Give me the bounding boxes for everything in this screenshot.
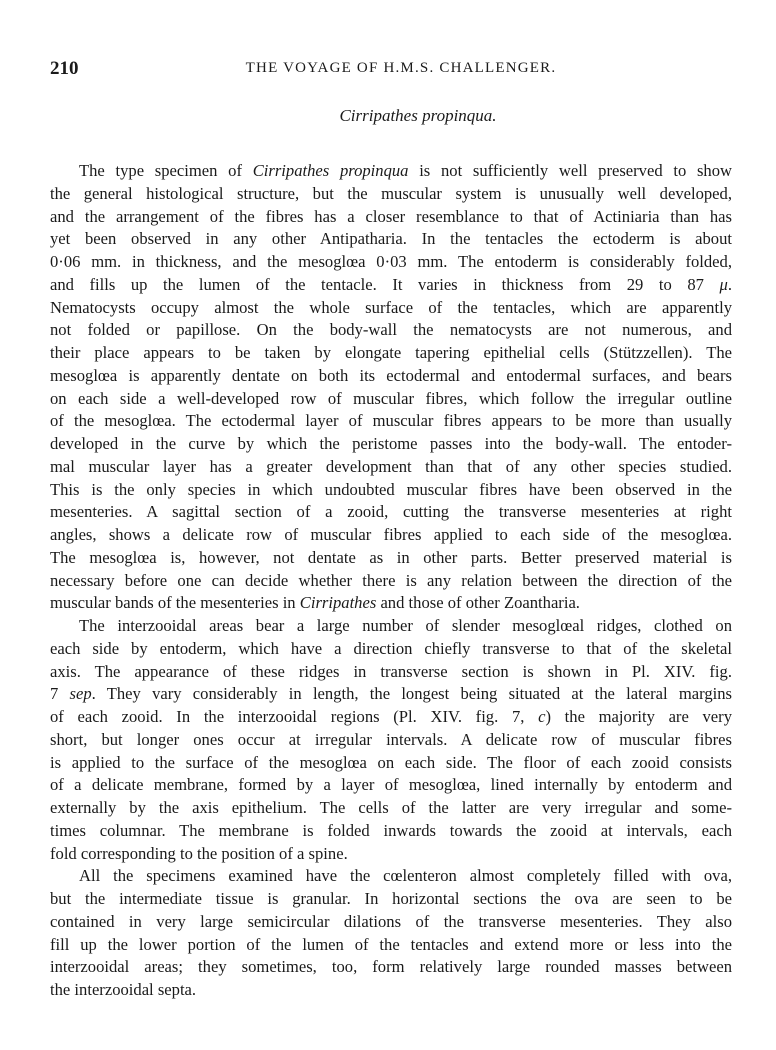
text-line bbox=[50, 956, 732, 979]
text-line bbox=[50, 843, 732, 866]
line-content bbox=[50, 297, 732, 320]
text-line bbox=[50, 206, 732, 229]
line-content bbox=[50, 410, 732, 433]
text-segment: Nematocysts occupy almost the whole surface of the tentacles, which are apparently bbox=[50, 297, 732, 317]
text-line bbox=[50, 774, 732, 797]
line-content bbox=[50, 365, 732, 388]
line-content bbox=[50, 433, 732, 456]
text-segment: fold corresponding to the position of a spine. bbox=[50, 843, 348, 863]
page-number: 210 bbox=[50, 58, 79, 79]
line-content bbox=[50, 956, 732, 979]
section-title: Cirripathes propinqua. bbox=[339, 106, 497, 125]
text-segment: not folded or papillose. On the body-wall the nematocysts are not numerous, and bbox=[50, 320, 732, 340]
line-content bbox=[50, 228, 732, 251]
text-segment: is applied to the surface of the mesoglœa on each side. The floor of each zooid consists bbox=[50, 752, 732, 772]
line-content bbox=[50, 570, 732, 593]
line-content bbox=[50, 843, 732, 866]
text-line bbox=[50, 274, 732, 297]
text-line bbox=[50, 683, 732, 706]
line-content bbox=[79, 865, 732, 888]
text-line bbox=[50, 479, 732, 502]
text-segment: . They vary considerably in length, the longest being situated at the lateral margins bbox=[91, 684, 732, 704]
text-line bbox=[50, 297, 732, 320]
text-segment: This is the only species in which undoubted muscular fibres have been observed in the bbox=[50, 479, 732, 499]
text-segment: and fills up the lumen of the tentacle. It varies in thickness from 29 to 87 bbox=[50, 274, 720, 294]
text-segment: of each zooid. In the interzooidal regions (Pl. XIV. fig. 7, bbox=[50, 707, 539, 726]
line-content bbox=[50, 729, 732, 752]
line-content bbox=[79, 160, 732, 183]
text-line bbox=[50, 547, 732, 570]
line-content bbox=[50, 774, 732, 797]
italic-text: μ bbox=[719, 274, 728, 294]
text-line bbox=[50, 524, 732, 547]
line-content bbox=[50, 251, 732, 274]
text-line bbox=[50, 342, 732, 365]
text-segment: axis. The appearance of these ridges in transverse section is shown in Pl. XIV. fig. bbox=[50, 661, 732, 681]
italic-text: Cirripathes bbox=[299, 593, 377, 613]
text-segment: contained in very large semicircular dilations of the transverse mesenteries. They also bbox=[50, 911, 732, 931]
line-content bbox=[50, 979, 732, 1002]
line-content bbox=[50, 479, 732, 502]
text-line bbox=[50, 865, 732, 888]
text-segment: muscular bands of the mesenteries in bbox=[50, 593, 300, 613]
italic-text: Cirripathes propinqua bbox=[252, 161, 409, 180]
text-line bbox=[50, 183, 732, 206]
line-content bbox=[50, 342, 732, 365]
text-line bbox=[50, 410, 732, 433]
line-content bbox=[79, 615, 732, 638]
text-segment: and the arrangement of the fibres has a closer resemblance to that of Actiniaria than has bbox=[50, 206, 732, 226]
text-segment: their place appears to be taken by elongate tapering epithelial cells (Stützzellen). The bbox=[50, 343, 732, 362]
text-segment: mal muscular layer has a greater development than that of any other species studied. bbox=[50, 456, 732, 476]
text-segment: each side by entoderm, which have a direction chiefly transverse to that of the skeletal bbox=[50, 638, 732, 658]
line-content bbox=[50, 683, 732, 706]
line-content bbox=[50, 206, 732, 229]
text-segment: on each side a well-developed row of muscular fibres, which follow the irregular outline bbox=[50, 388, 732, 408]
page-header bbox=[50, 58, 732, 82]
text-line bbox=[50, 433, 732, 456]
text-line bbox=[50, 706, 732, 729]
text-segment: mesoglœa is apparently dentate on both its ectodermal and entodermal surfaces, and bears bbox=[50, 365, 732, 385]
text-segment: necessary before one can decide whether there is any relation between the direction of the bbox=[50, 570, 732, 590]
line-content bbox=[50, 456, 732, 479]
line-content bbox=[50, 820, 732, 843]
text-segment: is not sufficiently well preserved to show bbox=[408, 161, 733, 180]
line-content bbox=[50, 797, 732, 820]
text-segment: fill up the lower portion of the lumen of the tentacles and extend more or less into the bbox=[50, 934, 732, 954]
line-content bbox=[50, 501, 732, 524]
text-line bbox=[50, 934, 732, 957]
italic-text: sep bbox=[69, 684, 92, 704]
text-segment: 0·06 mm. in thickness, and the mesoglœa 0·03 mm. The entoderm is considerably folded, bbox=[50, 252, 732, 271]
text-line bbox=[50, 615, 732, 638]
text-line bbox=[50, 251, 732, 274]
text-line bbox=[50, 888, 732, 911]
text-segment: and those of other Zoantharia. bbox=[376, 593, 580, 613]
text-segment: The mesoglœa is, however, not dentate as in other parts. Better preserved material is bbox=[50, 547, 732, 567]
text-line bbox=[50, 911, 732, 934]
text-segment: developed in the curve by which the peristome passes into the body-wall. The entoder- bbox=[50, 434, 732, 453]
text-line bbox=[50, 797, 732, 820]
line-content bbox=[50, 274, 732, 297]
line-content bbox=[50, 638, 732, 661]
line-content bbox=[50, 911, 732, 934]
text-segment: 7 bbox=[50, 684, 70, 704]
text-segment: times columnar. The membrane is folded inwards towards the zooid at intervals, each bbox=[50, 820, 732, 840]
text-segment: ) the majority are very bbox=[545, 707, 732, 726]
line-content bbox=[50, 934, 732, 957]
text-segment: interzooidal areas; they sometimes, too, form relatively large rounded masses between bbox=[50, 957, 732, 977]
text-line bbox=[50, 388, 732, 411]
text-line bbox=[50, 160, 732, 183]
line-content bbox=[50, 547, 732, 570]
text-line bbox=[50, 752, 732, 775]
line-content bbox=[50, 752, 732, 775]
line-content bbox=[50, 524, 732, 547]
text-line bbox=[50, 661, 732, 684]
running-title: THE VOYAGE OF H.M.S. CHALLENGER. bbox=[245, 60, 557, 76]
line-content bbox=[50, 319, 732, 342]
text-line bbox=[50, 501, 732, 524]
text-segment: yet been observed in any other Antipatharia. In the tentacles the ectoderm is about bbox=[50, 229, 732, 249]
text-segment: The type specimen of bbox=[79, 161, 253, 180]
text-segment: but the intermediate tissue is granular. In horizontal sections the ova are seen to be bbox=[50, 889, 732, 908]
line-content bbox=[50, 592, 732, 615]
text-segment: angles, shows a delicate row of muscular fibres applied to each side of the mesoglœa. bbox=[50, 525, 732, 544]
text-line bbox=[50, 456, 732, 479]
italic-text: c bbox=[538, 707, 546, 726]
text-segment: The interzooidal areas bear a large number of slender mesoglœal ridges, clothed on bbox=[79, 616, 732, 635]
text-segment: . bbox=[727, 274, 732, 294]
text-segment: All the specimens examined have the cœlenteron almost completely filled with ova, bbox=[79, 866, 732, 886]
text-line bbox=[50, 592, 732, 615]
text-line bbox=[50, 638, 732, 661]
text-line bbox=[50, 729, 732, 752]
text-segment: mesenteries. A sagittal section of a zooid, cutting the transverse mesenteries at right bbox=[50, 502, 732, 522]
line-content bbox=[50, 183, 732, 206]
line-content bbox=[50, 388, 732, 411]
text-line bbox=[50, 319, 732, 342]
text-line bbox=[50, 979, 732, 1002]
text-segment: of a delicate membrane, formed by a layer of mesoglœa, lined internally by entoderm and bbox=[50, 775, 732, 795]
text-segment: the interzooidal septa. bbox=[50, 980, 197, 999]
text-line bbox=[50, 820, 732, 843]
line-content bbox=[50, 706, 732, 729]
text-segment: of the mesoglœa. The ectodermal layer of muscular fibres appears to be more than usually bbox=[50, 411, 732, 431]
text-segment: the general histological structure, but the muscular system is unusually well developed, bbox=[50, 183, 732, 203]
text-segment: short, but longer ones occur at irregular intervals. A delicate row of muscular fibres bbox=[50, 729, 732, 749]
body-text bbox=[50, 160, 732, 1002]
text-line bbox=[50, 365, 732, 388]
text-line bbox=[50, 570, 732, 593]
text-segment: externally by the axis epithelium. The cells of the latter are very irregular and some- bbox=[50, 798, 732, 817]
text-line bbox=[50, 228, 732, 251]
line-content bbox=[50, 661, 732, 684]
line-content bbox=[50, 888, 732, 911]
